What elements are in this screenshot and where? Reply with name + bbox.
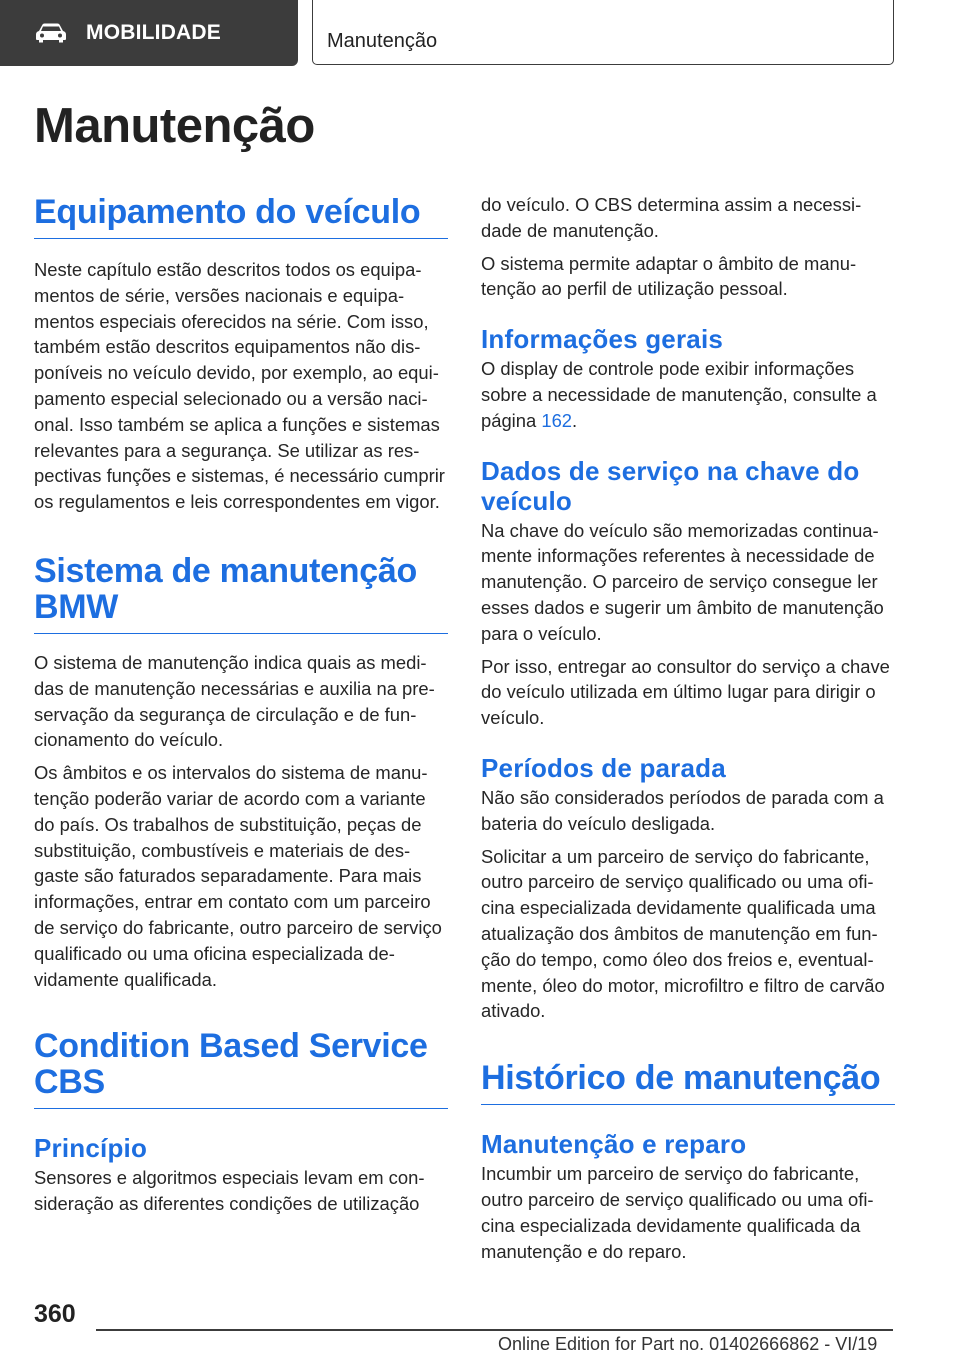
paragraph-sistema-2: Os âmbitos e os intervalos do sistema de manutenção poderão variar de acordo com a variante do país. Os trabalhos de substituição, peças de substituição, combustíveis e materiais de desgaste são faturados separadamente. Para mais informações, entrar em contato com um parceiro de serviço do fabricante, outro parceiro de serviço qualificado ou uma oficina especializada devidamente qualificada. <box>34 762 442 990</box>
paragraph-dados-2: Por isso, entregar ao consultor do serviço a chave do veículo utilizada em último lugar para dirigir o veículo. <box>481 655 890 729</box>
paragraph-informacoes <box>481 356 895 433</box>
heading-dados-servico: Dados de serviço na chave do veículo <box>481 455 860 516</box>
heading-principio: Princípio <box>34 1133 148 1164</box>
informacoes-end: . <box>572 409 578 431</box>
page-number: 360 <box>34 1300 76 1328</box>
heading-informacoes-gerais: Informações gerais <box>481 324 724 355</box>
paragraph-periodos-2: Solicitar a um parceiro de serviço do fabricante, outro parceiro de serviço qualificado ou uma oficina especializada devidamente qualificada uma atualização dos âmbitos de manutenção em função do tempo, como óleo dos freios e, eventualmente, óleo do motor, microfiltro e filtro de carvão ativado. <box>481 845 885 1022</box>
page-title: Manutenção <box>34 99 315 153</box>
section-label: MOBILIDADE <box>86 21 221 44</box>
footer-edition: Online Edition for Part no. 01402666862 - VI/19 <box>498 1334 878 1354</box>
paragraph-periodos-1: Não são considerados períodos de parada com a bateria do veículo desligada. <box>481 786 884 834</box>
footer-divider <box>96 1329 893 1331</box>
heading-manutencao-reparo: Manutenção e reparo <box>481 1129 747 1160</box>
paragraph-equipamento: Neste capítulo estão descritos todos os equipamentos de série, versões nacionais e equipamentos especiais oferecidos na série. Com isso, também estão descritos equipamentos não disponíveis no veículo devido, por exemplo, ao equipamento especial selecionado ou a versão nacional. Isso também se aplica a funções e sistemas relevantes para a segurança. Se utilizar as respectivas funções e sistemas, é necessário cumprir os regulamentos e leis correspondentes em vigor. <box>34 259 445 513</box>
heading-equipamento: Equipamento do veículo <box>34 194 448 239</box>
paragraph-cbs-perfil: O sistema permite adaptar o âmbito de manutenção ao perfil de utilização pessoal. <box>481 252 857 300</box>
left-column <box>34 190 448 1217</box>
paragraph-principio: Sensores e algoritmos especiais levam em consideração as diferentes condições de utilização <box>34 1167 425 1215</box>
heading-historico: Histórico de manutenção <box>481 1060 895 1105</box>
page-header <box>0 0 960 66</box>
paragraph-cbs-cont: do veículo. O CBS determina assim a necessidade de manutenção. <box>481 194 862 241</box>
heading-sistema-manutencao: Sistema de manutenção BMW <box>34 553 448 634</box>
heading-periodos-parada: Períodos de parada <box>481 752 726 783</box>
section-tab <box>0 0 298 66</box>
heading-cbs: Condition Based Service CBS <box>34 1028 448 1109</box>
informacoes-text: O display de controle pode exibir informações sobre a necessidade de manutenção, consulte a página <box>481 358 877 431</box>
chapter-box <box>312 0 894 65</box>
paragraph-dados-1: Na chave do veículo são memorizadas continuamente informações referentes à necessidade de manutenção. O parceiro de serviço consegue ler esses dados e sugerir um âmbito de manutenção para o veículo. <box>481 519 884 644</box>
paragraph-sistema-1: O sistema de manutenção indica quais as medidas de manutenção necessárias e auxilia na preservação da segurança de circulação e de funcionamento do veículo. <box>34 651 435 751</box>
car-icon <box>34 22 68 44</box>
right-column <box>481 190 895 1264</box>
paragraph-manutencao-reparo: Incumbir um parceiro de serviço do fabricante, outro parceiro de serviço qualificado ou uma oficina especializada devidamente qualificada da manutenção e do reparo. <box>481 1163 874 1262</box>
chapter-label: Manutenção <box>327 30 438 52</box>
page-link-162[interactable]: 162 <box>541 409 573 431</box>
